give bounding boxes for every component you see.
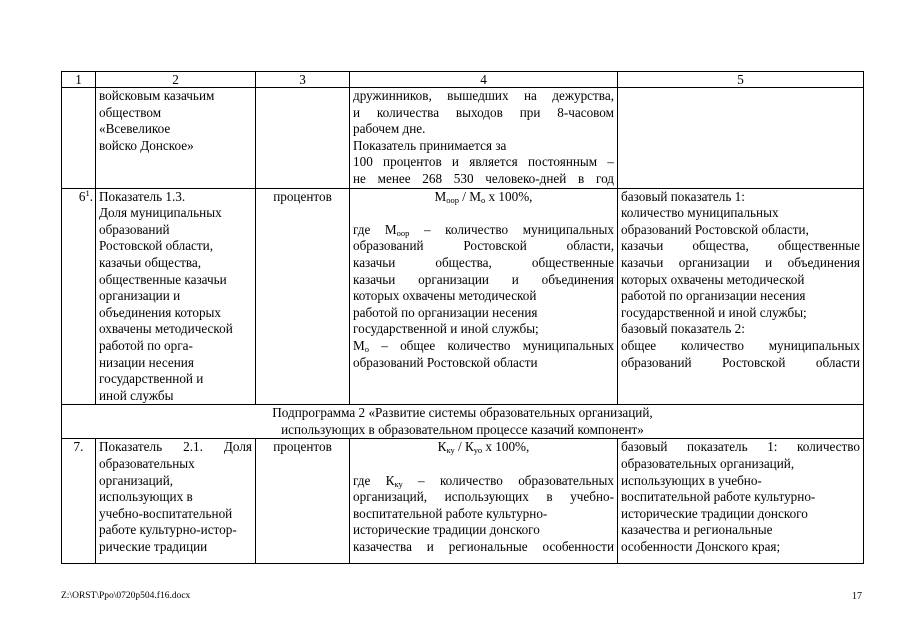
methodology-cell [350,439,618,564]
text-line: казачества и региональные особенности [353,539,614,555]
text-line: образований Ростовской области, [353,238,614,254]
text-line: образований [99,221,170,237]
header-cell-5: 5 [618,72,864,88]
table-row-7 [62,439,864,564]
text-line: организаций, [99,472,174,488]
text-line: низации несения [99,354,194,370]
row-number-superscript: 1 [85,188,90,198]
text-line: организации и [99,288,181,304]
header-cell-2: 2 [96,72,256,88]
methodology-cell [350,88,618,189]
text-line: государственной и иной службы; [353,321,539,337]
text-line: казачьи организации и объединения [353,271,614,287]
table-row-continued [62,88,864,189]
row-number-cell [62,188,96,405]
formula [353,189,614,206]
page-number: 17 [852,591,862,602]
formula-subscript: о [480,194,486,205]
text-line: казачьи общества, общественные [353,254,614,270]
text-line: работой по организации несения [353,304,538,320]
text-line: Подпрограмма 2 «Развитие системы образовательных организаций, [272,405,653,421]
table-header-row [62,72,864,88]
spacer [353,205,614,222]
text-line: казачьи общества, общественные [621,238,860,254]
text-line: организаций, использующих в учебно- [353,489,614,505]
text-line: казачьи организации и объединения [621,254,860,270]
text-line: Доля муниципальных [99,205,222,221]
text-line: которых охвачены методической [621,271,805,287]
unit-cell: процентов [256,188,350,405]
text-line: базовый показатель 1: [621,188,745,204]
text-line: которых охвачены методической [353,288,537,304]
text-line: иной службы [99,387,174,403]
row-number-dot: . [89,188,93,204]
text-line: использующих в учебно- [621,472,762,488]
text-line: государственной и иной службы; [621,304,807,320]
file-path-footer: Z:\ORST\Ppo\0720p504.f16.docx [61,591,191,601]
formula-part: х 100%, [485,188,533,204]
text-line: образований Ростовской области [621,354,860,370]
text-line: общее количество муниципальных [621,337,860,353]
text-line: образовательных организаций, [621,456,795,472]
definition-line: где $М_{оор}$ – количество муниципальных [353,221,614,238]
row-number-cell: 7. [62,439,96,564]
text-line: общественные казачьи [99,271,227,287]
text-line: базовый показатель 2: [621,321,745,337]
text-line: особенности Донского края; [621,539,781,555]
base-indicators-cell [618,188,864,405]
text-line: базовый показатель 1: количество [621,439,860,455]
indicator-name-cell [96,439,256,564]
formula-subscript: оор [446,194,459,205]
indicator-name-cell [96,88,256,189]
header-cell-3: 3 [256,72,350,88]
indicator-table [61,71,864,564]
text-line: исторические традиции донского [353,522,540,538]
text-line: не менее 268 530 человеко-дней в год [353,170,614,186]
text-line: работе культурно-истор- [99,522,237,538]
text-line: охвачены методической [99,321,233,337]
indicator-name-cell [96,188,256,405]
text-line: «Всевеликое [99,121,171,137]
formula [353,439,614,456]
text-line: учебно-воспитательной [99,505,233,521]
text-line: 100 процентов и является постоянным – [353,154,614,170]
text-line: воспитательной работе культурно- [621,489,816,505]
text-line: рические традиции [99,539,208,555]
formula-part: К [437,439,447,455]
text-line: войсковым казачьим [99,88,215,103]
formula-part: х 100%, [482,439,530,455]
formula-subscript: уо [473,445,483,456]
methodology-cell [350,188,618,405]
header-cell-1: 1 [62,72,96,88]
text-line: казачьи общества, [99,254,202,270]
text-line: рабочем дне. [353,121,426,137]
text-line: исторические традиции донского [621,505,808,521]
text-line: государственной и [99,371,204,387]
text-line: воспитательной работе культурно- [353,505,548,521]
text-line: работой по организации несения [621,288,806,304]
formula-subscript: ку [446,445,455,456]
header-cell-4: 4 [350,72,618,88]
formula-part: М [434,188,447,204]
formula-part: / К [454,439,474,455]
text-line: Ростовской области, [99,238,214,254]
spacer [353,456,614,473]
row-number-cell [62,88,96,189]
base-indicators-cell [618,88,864,189]
text-line: Показатель 2.1. Доля [99,439,252,455]
text-line: обществом [99,104,162,120]
table-row-6 [62,188,864,405]
subprogram-title [62,405,864,439]
text-line: дружинников, вышедших на дежурства, [353,88,614,103]
text-line: использующих в [99,489,193,505]
text-line: использующих в образовательном процессе казачий компонент» [281,421,644,437]
subprogram-row [62,405,864,439]
text-line: работой по орга- [99,337,193,353]
formula-part: / М [458,188,481,204]
text-line: войско Донское» [99,137,194,153]
text-line: образований Ростовской области, [621,221,809,237]
unit-cell [256,88,350,189]
text-line: Показатель 1.3. [99,188,186,204]
text-line: количество муниципальных [621,205,779,221]
definition-line: $М_о$ – общее количество муниципальных [353,337,614,354]
base-indicators-cell [618,439,864,564]
text-line: Показатель принимается за [353,137,507,153]
text-line: объединения которых [99,304,222,320]
text-line: образований Ростовской области [353,354,538,370]
text-line: образовательных [99,456,195,472]
text-line: казачества и региональные [621,522,773,538]
unit-cell: процентов [256,439,350,564]
row-number: 6 [78,188,86,204]
text-line: и количества выходов при 8-часовом [353,104,614,120]
definition-line: где $К_{ку}$ – количество образовательных [353,472,614,489]
